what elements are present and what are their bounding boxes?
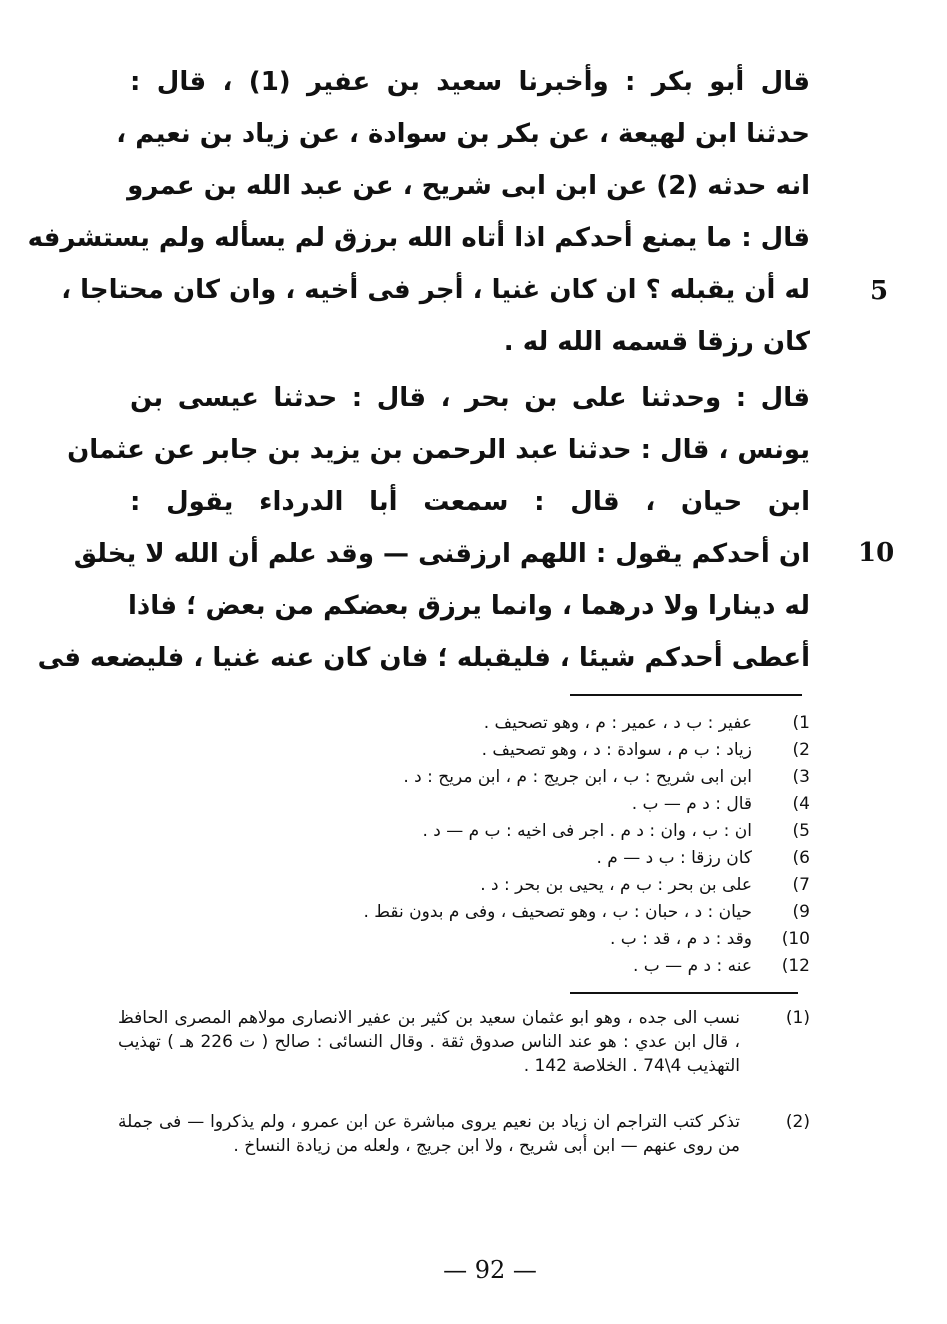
variant-note-text: ان : ب ، وان : د م . اجر فى اخيه : ب م — د . bbox=[422, 821, 752, 841]
footnotes-separator-rule bbox=[570, 992, 798, 994]
variant-note bbox=[160, 791, 810, 817]
variant-note bbox=[160, 926, 810, 952]
variant-note bbox=[160, 899, 810, 925]
variant-note-number: 7) bbox=[792, 875, 810, 895]
main-text-line-10: ان أحدكم يقول : اللهم ارزقنى — وقد علم أن الله لا يخلق bbox=[73, 539, 810, 569]
footnote bbox=[118, 1110, 810, 1158]
variant-note-number: 4) bbox=[792, 794, 810, 814]
variant-note-text: عنه : د م — ب . bbox=[632, 956, 752, 976]
variants-separator-rule bbox=[570, 694, 802, 696]
variant-note-number: 9) bbox=[792, 902, 810, 922]
page-number: — 92 — bbox=[443, 1256, 537, 1284]
main-text-line-12: أعطى أحدكم شيئا ، فليقبله ؛ فان كان عنه غنيا ، فليضعه فى bbox=[37, 643, 810, 673]
variant-note-text: على بن بحر : ب م ، يحيى بن بحر : د . bbox=[480, 875, 752, 895]
main-text-line-6: كان رزقا قسمه الله له . bbox=[503, 327, 810, 357]
main-text-line-4: قال : ما يمنع أحدكم اذا أتاه الله برزق لم يسأله ولم يستشرفه bbox=[27, 223, 810, 253]
variant-note-number: 12) bbox=[781, 956, 810, 976]
variant-note-text: حيان : د ، حبان : ب ، وهو تصحيف ، وفى م بدون نقط . bbox=[363, 902, 752, 922]
main-text-line-1: قال أبو بكر : وأخبرنا سعيد بن عفير (1) ، قال : bbox=[130, 67, 810, 97]
variant-note-number: 3) bbox=[792, 767, 810, 787]
variant-note-text: وقد : د م ، قد : ب . bbox=[610, 929, 752, 949]
footnote-text: نسب الى جده ، وهو ابو عثمان سعيد بن كثير بن عفير الانصارى مولاهم المصرى الحافظ ، قال ابن عدي : هو عند الناس صدوق ثقة . وقال النسائى : صالح ( ت 226 هـ ) تهذيب التهذيب 4\74 . الخلاصة 142 . bbox=[118, 1008, 740, 1076]
variant-note bbox=[160, 710, 810, 736]
main-text-line-5: له أن يقبله ؟ ان كان غنيا ، أجر فى أخيه ، وان كان محتاجا ، bbox=[61, 275, 810, 305]
main-text-line-7: قال : وحدثنا على بن بحر ، قال : حدثنا عيسى بن bbox=[130, 383, 810, 413]
main-text-line-3: انه حدثه (2) عن ابن ابى شريح ، عن عبد الله بن عمرو bbox=[127, 171, 810, 201]
line-number-10: 10 bbox=[858, 538, 895, 568]
variant-note-number: 2) bbox=[792, 740, 810, 760]
variant-note bbox=[160, 953, 810, 979]
variant-note-text: كان رزقا : ب د — م . bbox=[596, 848, 752, 868]
footnote bbox=[118, 1006, 810, 1078]
variant-note-number: 6) bbox=[792, 848, 810, 868]
main-text-line-11: له دينارا ولا درهما ، وانما يرزق بعضكم من بعض ؛ فاذا bbox=[128, 591, 810, 621]
variant-note-number: 10) bbox=[781, 929, 810, 949]
main-text-line-2: حدثنا ابن لهيعة ، عن بكر بن سوادة ، عن زياد بن نعيم ، bbox=[116, 119, 810, 149]
variant-note-number: 5) bbox=[792, 821, 810, 841]
variant-note-text: قال : د م — ب . bbox=[631, 794, 752, 814]
variant-note bbox=[160, 872, 810, 898]
variant-note bbox=[160, 737, 810, 763]
main-text-line-8: يونس ، قال : حدثنا عبد الرحمن بن يزيد بن جابر عن عثمان bbox=[67, 435, 810, 465]
main-text-line-9: ابن حيان ، قال : سمعت أبا الدرداء يقول : bbox=[130, 487, 810, 517]
variant-note-text: زياد : ب م ، سوادة : د ، وهو تصحيف . bbox=[481, 740, 752, 760]
variant-note bbox=[160, 818, 810, 844]
variant-note bbox=[160, 764, 810, 790]
variant-note-text: ابن ابى شريح : ب ، ابن جريج : م ، ابن مريح : د . bbox=[403, 767, 752, 787]
line-number-5: 5 bbox=[870, 276, 889, 306]
footnote-number: (1) bbox=[785, 1008, 810, 1028]
variant-note-number: 1) bbox=[792, 713, 810, 733]
variant-note-text: عفير : ب د ، عمير : م ، وهو تصحيف . bbox=[483, 713, 752, 733]
footnote-number: (2) bbox=[785, 1112, 810, 1132]
variant-note bbox=[160, 845, 810, 871]
footnote-text: تذكر كتب التراجم ان زياد بن نعيم يروى مباشرة عن ابن عمرو ، ولم يذكروا — فى جملة من روى عنهم — ابن أبى شريح ، ولا ابن جريج ، ولعله من زيادة النساخ . bbox=[118, 1112, 740, 1156]
